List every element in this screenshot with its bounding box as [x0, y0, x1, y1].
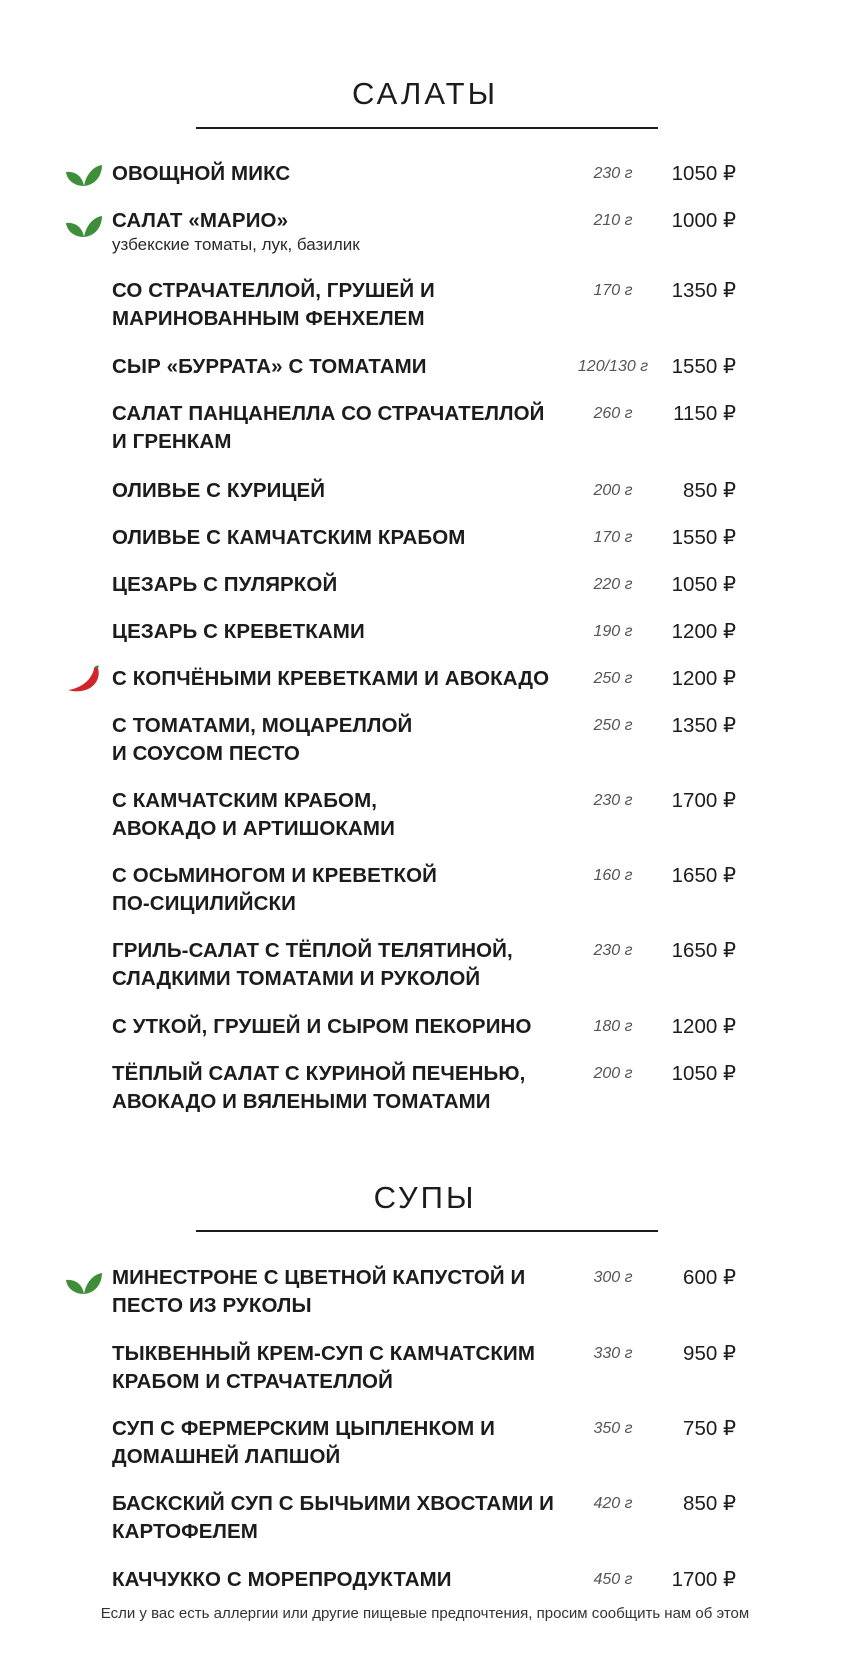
leaf-icon	[64, 1268, 104, 1298]
item-name: ТЫКВЕННЫЙ КРЕМ-СУП С КАМЧАТСКИМ	[112, 1342, 535, 1365]
item-weight: 200 г	[593, 482, 633, 499]
soups-divider	[196, 1230, 658, 1232]
item-price: 1050 ₽	[671, 162, 736, 185]
item-price: 1350 ₽	[671, 714, 736, 737]
item-name: СУП С ФЕРМЕРСКИМ ЦЫПЛЕНКОМ И	[112, 1417, 495, 1440]
item-name: ЦЕЗАРЬ С КРЕВЕТКАМИ	[112, 620, 365, 643]
item-price: 1700 ₽	[671, 1568, 736, 1591]
item-weight: 160 г	[593, 867, 633, 884]
item-name-line-2: И ГРЕНКАМ	[112, 430, 232, 453]
item-name: САЛАТ «МАРИО»	[112, 209, 289, 232]
item-name-line-2: ПО-СИЦИЛИЙСКИ	[112, 892, 296, 915]
item-name: С КАМЧАТСКИМ КРАБОМ,	[112, 789, 378, 812]
item-weight: 210 г	[593, 212, 633, 229]
chili-pepper-icon	[64, 665, 104, 695]
item-name: ОЛИВЬЕ С КАМЧАТСКИМ КРАБОМ	[112, 526, 466, 549]
item-name: ГРИЛЬ-САЛАТ С ТЁПЛОЙ ТЕЛЯТИНОЙ,	[112, 939, 513, 962]
item-name: ТЁПЛЫЙ САЛАТ С КУРИНОЙ ПЕЧЕНЬЮ,	[112, 1062, 526, 1085]
item-price: 1350 ₽	[671, 279, 736, 302]
item-weight: 170 г	[593, 529, 633, 546]
item-name-line-2: СЛАДКИМИ ТОМАТАМИ И РУКОЛОЙ	[112, 967, 481, 990]
allergy-note: Если у вас есть аллергии или другие пищевые предпочтения, просим сообщить нам об этом	[100, 1605, 750, 1622]
item-price: 1200 ₽	[671, 620, 736, 643]
item-weight: 330 г	[593, 1345, 633, 1362]
item-weight: 170 г	[593, 282, 633, 299]
leaf-icon	[64, 160, 104, 190]
item-price: 950 ₽	[683, 1342, 736, 1365]
item-name: ОВОЩНОЙ МИКС	[112, 162, 291, 185]
item-name-line-2: И СОУСОМ ПЕСТО	[112, 742, 300, 765]
item-name: СЫР «БУРРАТА» С ТОМАТАМИ	[112, 355, 427, 378]
item-price: 1650 ₽	[671, 939, 736, 962]
soups-title: СУПЫ	[373, 1180, 477, 1215]
item-weight: 180 г	[593, 1018, 633, 1035]
item-price: 600 ₽	[683, 1266, 736, 1289]
item-name: ОЛИВЬЕ С КУРИЦЕЙ	[112, 479, 326, 502]
item-name: САЛАТ ПАНЦАНЕЛЛА СО СТРАЧАТЕЛЛОЙ	[112, 402, 545, 425]
item-name-line-2: АВОКАДО И АРТИШОКАМИ	[112, 817, 395, 840]
item-name: КАЧЧУККО С МОРЕПРОДУКТАМИ	[112, 1568, 452, 1591]
item-name: С ТОМАТАМИ, МОЦАРЕЛЛОЙ	[112, 714, 413, 737]
item-price: 850 ₽	[683, 1492, 736, 1515]
item-price: 750 ₽	[683, 1417, 736, 1440]
item-name: С УТКОЙ, ГРУШЕЙ И СЫРОМ ПЕКОРИНО	[112, 1015, 532, 1038]
item-name: С ОСЬМИНОГОМ И КРЕВЕТКОЙ	[112, 864, 437, 887]
item-name: МИНЕСТРОНЕ С ЦВЕТНОЙ КАПУСТОЙ И	[112, 1266, 526, 1289]
item-weight: 350 г	[593, 1420, 633, 1437]
item-name: БАСКСКИЙ СУП С БЫЧЬИМИ ХВОСТАМИ И	[112, 1492, 554, 1515]
item-weight: 120/130 г	[577, 358, 649, 375]
salads-title: САЛАТЫ	[351, 76, 499, 111]
item-weight: 230 г	[593, 165, 633, 182]
item-price: 1550 ₽	[671, 355, 736, 378]
item-name-line-2: КРАБОМ И СТРАЧАТЕЛЛОЙ	[112, 1370, 393, 1393]
item-name: С КОПЧЁНЫМИ КРЕВЕТКАМИ И АВОКАДО	[112, 667, 550, 690]
item-weight: 260 г	[593, 405, 633, 422]
item-price: 1050 ₽	[671, 573, 736, 596]
item-name-line-2: МАРИНОВАННЫМ ФЕНХЕЛЕМ	[112, 307, 425, 330]
item-weight: 200 г	[593, 1065, 633, 1082]
item-weight: 250 г	[593, 670, 633, 687]
item-price: 1550 ₽	[671, 526, 736, 549]
item-weight: 220 г	[593, 576, 633, 593]
item-name-line-2: АВОКАДО И ВЯЛЕНЫМИ ТОМАТАМИ	[112, 1090, 491, 1113]
item-name: СО СТРАЧАТЕЛЛОЙ, ГРУШЕЙ И	[112, 279, 435, 302]
item-name-line-2: КАРТОФЕЛЕМ	[112, 1520, 258, 1543]
item-price: 1200 ₽	[671, 1015, 736, 1038]
item-weight: 230 г	[593, 942, 633, 959]
item-price: 1000 ₽	[671, 209, 736, 232]
item-weight: 190 г	[593, 623, 633, 640]
item-weight: 420 г	[593, 1495, 633, 1512]
item-price: 850 ₽	[683, 479, 736, 502]
item-price: 1200 ₽	[671, 667, 736, 690]
item-price: 1650 ₽	[671, 864, 736, 887]
item-weight: 230 г	[593, 792, 633, 809]
item-price: 1050 ₽	[671, 1062, 736, 1085]
leaf-icon	[64, 211, 104, 241]
item-name-line-2: ПЕСТО ИЗ РУКОЛЫ	[112, 1294, 312, 1317]
item-name-line-2: ДОМАШНЕЙ ЛАПШОЙ	[112, 1445, 341, 1468]
item-name: ЦЕЗАРЬ С ПУЛЯРКОЙ	[112, 573, 338, 596]
item-weight: 450 г	[593, 1571, 633, 1588]
item-description: узбекские томаты, лук, базилик	[112, 235, 360, 254]
item-weight: 250 г	[593, 717, 633, 734]
item-price: 1150 ₽	[673, 402, 736, 425]
salads-divider	[196, 127, 658, 129]
item-price: 1700 ₽	[671, 789, 736, 812]
item-weight: 300 г	[593, 1269, 633, 1286]
